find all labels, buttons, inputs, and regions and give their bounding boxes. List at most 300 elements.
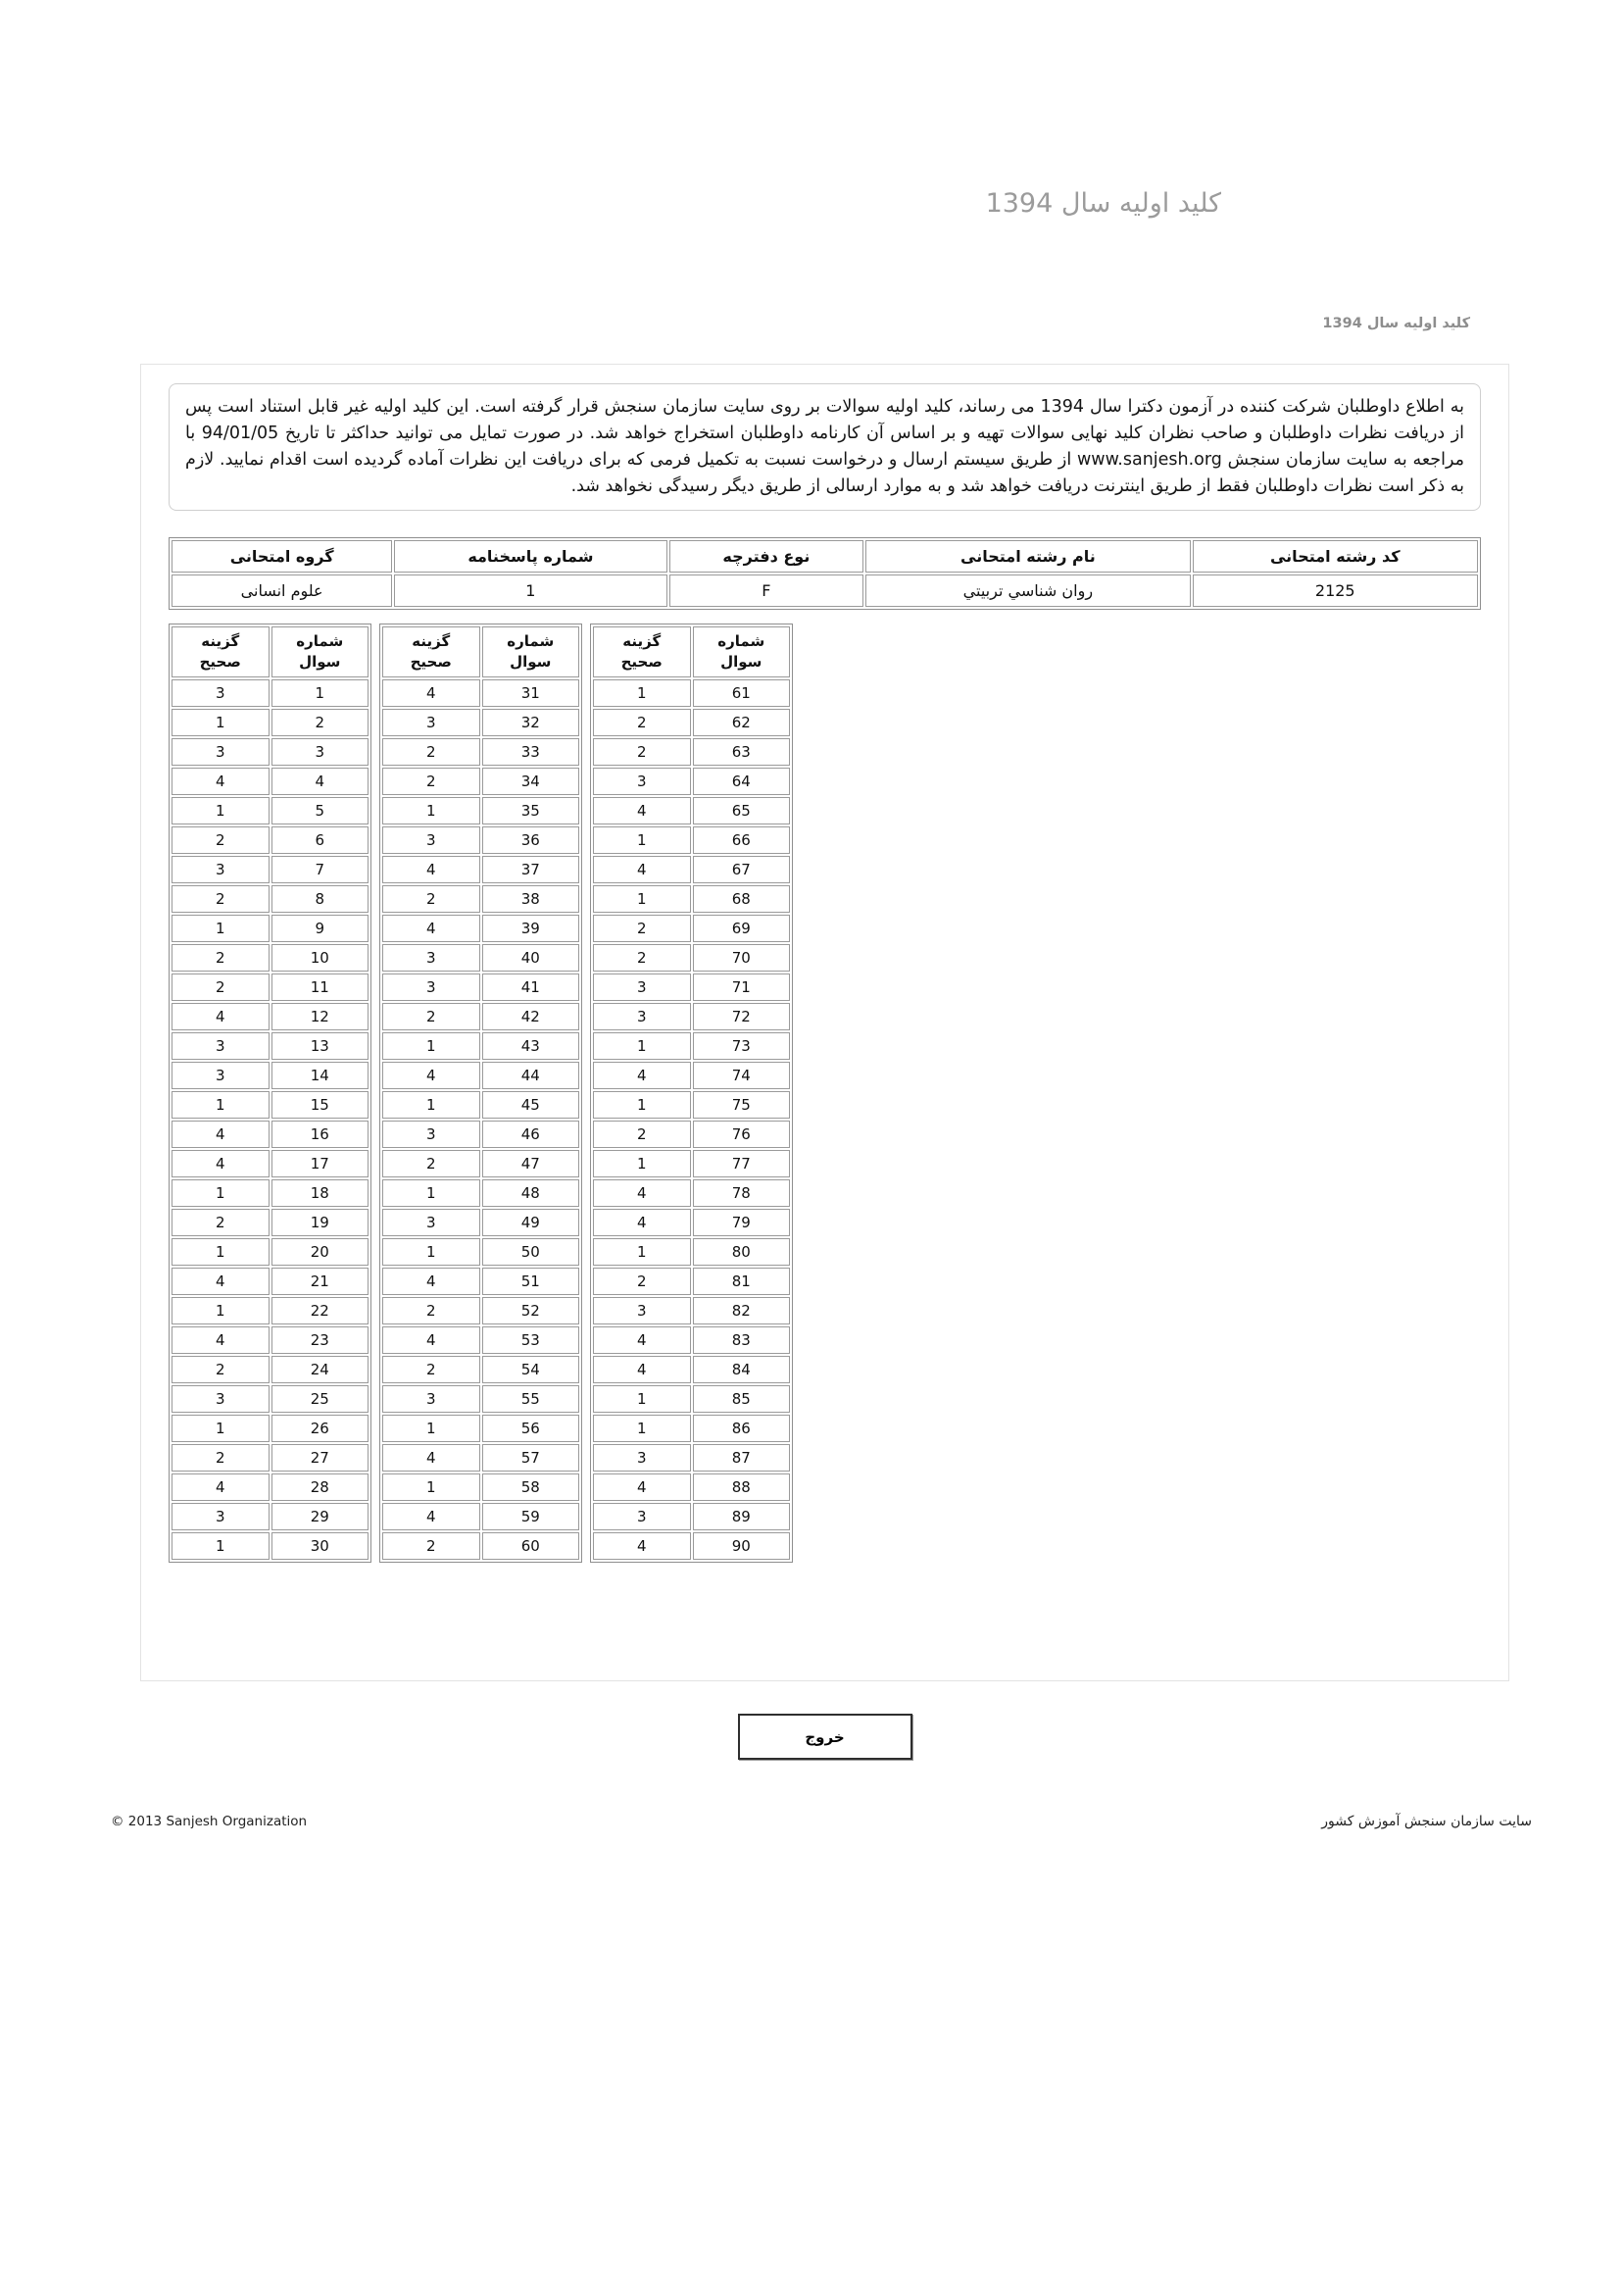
correct-option-cell: 2 bbox=[172, 826, 270, 854]
correct-option-cell: 2 bbox=[172, 885, 270, 913]
correct-option-cell: 3 bbox=[382, 1121, 480, 1148]
correct-option-cell: 2 bbox=[172, 973, 270, 1001]
answer-row bbox=[172, 1179, 369, 1207]
answer-row bbox=[382, 1444, 579, 1472]
question-number-cell: 73 bbox=[693, 1032, 791, 1060]
question-number-cell: 44 bbox=[482, 1062, 580, 1089]
question-number-cell: 1 bbox=[271, 679, 369, 707]
answer-row bbox=[382, 1356, 579, 1383]
answer-row bbox=[593, 679, 790, 707]
question-number-cell: 12 bbox=[271, 1003, 369, 1030]
answer-row bbox=[593, 1326, 790, 1354]
exam-code-header: کد رشته امتحانی bbox=[1193, 540, 1479, 573]
correct-option-cell: 4 bbox=[593, 856, 691, 883]
answer-row bbox=[172, 1121, 369, 1148]
answer-row bbox=[593, 1121, 790, 1148]
correct-option-cell: 1 bbox=[593, 1238, 691, 1266]
answer-row bbox=[593, 1209, 790, 1236]
correct-option-cell: 4 bbox=[172, 1121, 270, 1148]
site-name-text: سایت سازمان سنجش آموزش کشور bbox=[1321, 1814, 1532, 1830]
correct-option-cell: 2 bbox=[593, 915, 691, 942]
answer-row bbox=[172, 1385, 369, 1413]
question-number-cell: 40 bbox=[482, 944, 580, 972]
correct-option-cell: 2 bbox=[382, 1150, 480, 1177]
answer-row bbox=[593, 885, 790, 913]
answer-row bbox=[172, 915, 369, 942]
answer-row bbox=[172, 1444, 369, 1472]
question-number-cell: 38 bbox=[482, 885, 580, 913]
question-number-cell: 32 bbox=[482, 709, 580, 736]
question-number-cell: 87 bbox=[693, 1444, 791, 1472]
question-number-cell: 28 bbox=[271, 1473, 369, 1501]
correct-option-cell: 3 bbox=[593, 768, 691, 795]
answer-row bbox=[593, 738, 790, 766]
answer-key-panel bbox=[140, 364, 1509, 1681]
correct-option-cell: 1 bbox=[382, 797, 480, 824]
correct-option-cell: 1 bbox=[172, 709, 270, 736]
answer-row bbox=[382, 1150, 579, 1177]
answer-row bbox=[593, 1385, 790, 1413]
question-number-cell: 59 bbox=[482, 1503, 580, 1530]
question-number-cell: 89 bbox=[693, 1503, 791, 1530]
question-number-cell: 16 bbox=[271, 1121, 369, 1148]
question-number-cell: 19 bbox=[271, 1209, 369, 1236]
correct-option-cell: 1 bbox=[382, 1238, 480, 1266]
question-number-cell: 65 bbox=[693, 797, 791, 824]
question-number-cell: 67 bbox=[693, 856, 791, 883]
question-number-cell: 30 bbox=[271, 1532, 369, 1560]
answer-row bbox=[172, 1415, 369, 1442]
correct-option-cell: 3 bbox=[593, 1503, 691, 1530]
correct-option-cell: 1 bbox=[172, 915, 270, 942]
question-number-cell: 33 bbox=[482, 738, 580, 766]
question-number-cell: 78 bbox=[693, 1179, 791, 1207]
question-number-cell: 84 bbox=[693, 1356, 791, 1383]
notice-text-box: به اطلاع داوطلبان شرکت کننده در آزمون دکترا سال 1394 می رساند، کلید اولیه سوالات بر روی سایت سازمان سنجش قرار گرفته است. این کلید اولیه غیر قابل استناد است پس از دریافت نظرات داوطلبان و صاحب نظران کلید نهایی سوالات تهیه و بر اساس آن کارنامه داوطلبان استخراج خواهد شد. در صورت تمایل می توانید حداکثر تا تاریخ 94/01/05 با مراجعه به سایت سازمان سنجش www.sanjesh.org از طریق سیستم ارسال و درخواست نسبت به تکمیل فرمی که برای دریافت این نظرات آماده گردیده است اقدام نمایید. لازم به ذکر است نظرات داوطلبان فقط از طریق اینترنت دریافت خواهد شد و به موارد ارسالی از طریق دیگر رسیدگی نخواهد شد. bbox=[169, 383, 1481, 511]
question-number-cell: 49 bbox=[482, 1209, 580, 1236]
correct-option-cell: 1 bbox=[593, 1385, 691, 1413]
correct-option-cell: 1 bbox=[382, 1032, 480, 1060]
answer-row bbox=[172, 679, 369, 707]
correct-option-cell: 4 bbox=[172, 768, 270, 795]
question-number-cell: 13 bbox=[271, 1032, 369, 1060]
correct-option-cell: 4 bbox=[172, 1268, 270, 1295]
booklet-type-value: F bbox=[669, 574, 864, 607]
question-number-cell: 43 bbox=[482, 1032, 580, 1060]
answer-table-header-row bbox=[172, 626, 369, 677]
question-number-cell: 85 bbox=[693, 1385, 791, 1413]
section-subtitle: کلید اولیه سال 1394 bbox=[1322, 316, 1470, 332]
answer-row bbox=[382, 1091, 579, 1119]
answer-row bbox=[593, 856, 790, 883]
correct-option-header: گزینه صحیح bbox=[593, 626, 691, 677]
correct-option-cell: 1 bbox=[593, 826, 691, 854]
question-number-cell: 5 bbox=[271, 797, 369, 824]
correct-option-cell: 2 bbox=[593, 738, 691, 766]
correct-option-cell: 4 bbox=[593, 1179, 691, 1207]
exam-info-value-row bbox=[172, 574, 1478, 607]
answer-row bbox=[172, 797, 369, 824]
answer-row bbox=[382, 1003, 579, 1030]
correct-option-cell: 2 bbox=[382, 1003, 480, 1030]
correct-option-cell: 1 bbox=[382, 1091, 480, 1119]
correct-option-cell: 4 bbox=[172, 1326, 270, 1354]
correct-option-cell: 4 bbox=[172, 1150, 270, 1177]
answer-row bbox=[172, 1503, 369, 1530]
answer-row bbox=[172, 1062, 369, 1089]
correct-option-cell: 4 bbox=[593, 1532, 691, 1560]
answer-row bbox=[593, 1091, 790, 1119]
question-number-cell: 4 bbox=[271, 768, 369, 795]
answer-row bbox=[382, 1532, 579, 1560]
answer-row bbox=[172, 1356, 369, 1383]
question-number-cell: 86 bbox=[693, 1415, 791, 1442]
correct-option-cell: 4 bbox=[593, 1209, 691, 1236]
copyright-text: © 2013 Sanjesh Organization bbox=[111, 1814, 308, 1830]
answer-key-tables bbox=[169, 624, 1481, 1563]
correct-option-cell: 1 bbox=[593, 1091, 691, 1119]
answer-row bbox=[382, 1415, 579, 1442]
answer-row bbox=[382, 1121, 579, 1148]
answer-row bbox=[172, 973, 369, 1001]
answer-row bbox=[172, 1297, 369, 1324]
exam-info-table bbox=[169, 537, 1481, 610]
exam-info-header-row bbox=[172, 540, 1478, 573]
correct-option-cell: 1 bbox=[593, 1415, 691, 1442]
question-number-cell: 11 bbox=[271, 973, 369, 1001]
exam-field-name-value: روان شناسي تربيتي bbox=[865, 574, 1190, 607]
question-number-cell: 46 bbox=[482, 1121, 580, 1148]
correct-option-cell: 2 bbox=[593, 944, 691, 972]
booklet-type-header: نوع دفترچه bbox=[669, 540, 864, 573]
question-number-cell: 63 bbox=[693, 738, 791, 766]
correct-option-cell: 4 bbox=[593, 1326, 691, 1354]
answer-row bbox=[172, 1003, 369, 1030]
question-number-cell: 75 bbox=[693, 1091, 791, 1119]
question-number-cell: 41 bbox=[482, 973, 580, 1001]
question-number-cell: 68 bbox=[693, 885, 791, 913]
question-number-cell: 80 bbox=[693, 1238, 791, 1266]
correct-option-cell: 1 bbox=[593, 885, 691, 913]
answer-row bbox=[172, 738, 369, 766]
answer-row bbox=[382, 768, 579, 795]
correct-option-header: گزینه صحیح bbox=[382, 626, 480, 677]
correct-option-cell: 1 bbox=[172, 1532, 270, 1560]
answer-row bbox=[593, 1032, 790, 1060]
question-number-cell: 37 bbox=[482, 856, 580, 883]
correct-option-cell: 3 bbox=[382, 944, 480, 972]
answer-row bbox=[593, 768, 790, 795]
exit-button[interactable]: خروج bbox=[738, 1714, 912, 1760]
correct-option-cell: 4 bbox=[382, 1444, 480, 1472]
question-number-cell: 21 bbox=[271, 1268, 369, 1295]
correct-option-cell: 3 bbox=[172, 1503, 270, 1530]
answer-row bbox=[593, 826, 790, 854]
answer-row bbox=[382, 944, 579, 972]
footer bbox=[0, 1814, 1623, 1829]
question-number-cell: 8 bbox=[271, 885, 369, 913]
correct-option-header: گزینه صحیح bbox=[172, 626, 270, 677]
answer-row bbox=[382, 1062, 579, 1089]
question-number-cell: 71 bbox=[693, 973, 791, 1001]
correct-option-cell: 2 bbox=[382, 885, 480, 913]
answer-row bbox=[172, 1032, 369, 1060]
question-number-cell: 79 bbox=[693, 1209, 791, 1236]
answer-row bbox=[382, 826, 579, 854]
answer-row bbox=[382, 1503, 579, 1530]
correct-option-cell: 3 bbox=[593, 1444, 691, 1472]
question-number-cell: 29 bbox=[271, 1503, 369, 1530]
answer-row bbox=[593, 973, 790, 1001]
question-number-cell: 66 bbox=[693, 826, 791, 854]
exam-field-name-header: نام رشته امتحانی bbox=[865, 540, 1190, 573]
correct-option-cell: 2 bbox=[382, 1297, 480, 1324]
answer-row bbox=[593, 797, 790, 824]
question-number-cell: 6 bbox=[271, 826, 369, 854]
correct-option-cell: 3 bbox=[382, 826, 480, 854]
correct-option-cell: 3 bbox=[382, 1209, 480, 1236]
answer-row bbox=[382, 973, 579, 1001]
answer-row bbox=[593, 1238, 790, 1266]
question-number-cell: 53 bbox=[482, 1326, 580, 1354]
correct-option-cell: 4 bbox=[172, 1473, 270, 1501]
question-number-cell: 10 bbox=[271, 944, 369, 972]
question-number-cell: 83 bbox=[693, 1326, 791, 1354]
question-number-cell: 36 bbox=[482, 826, 580, 854]
correct-option-cell: 4 bbox=[593, 1062, 691, 1089]
answer-row bbox=[593, 1062, 790, 1089]
correct-option-cell: 1 bbox=[593, 1032, 691, 1060]
question-number-cell: 31 bbox=[482, 679, 580, 707]
question-number-cell: 62 bbox=[693, 709, 791, 736]
question-number-cell: 52 bbox=[482, 1297, 580, 1324]
question-number-cell: 60 bbox=[482, 1532, 580, 1560]
correct-option-cell: 4 bbox=[382, 679, 480, 707]
question-number-cell: 42 bbox=[482, 1003, 580, 1030]
answer-row bbox=[593, 1150, 790, 1177]
correct-option-cell: 2 bbox=[172, 1356, 270, 1383]
correct-option-cell: 3 bbox=[172, 738, 270, 766]
answer-row bbox=[382, 1326, 579, 1354]
answer-table-31-60 bbox=[379, 624, 582, 1563]
question-number-cell: 39 bbox=[482, 915, 580, 942]
correct-option-cell: 4 bbox=[382, 1326, 480, 1354]
correct-option-cell: 2 bbox=[382, 738, 480, 766]
answer-row bbox=[172, 1238, 369, 1266]
correct-option-cell: 2 bbox=[172, 1444, 270, 1472]
question-number-cell: 15 bbox=[271, 1091, 369, 1119]
question-number-cell: 14 bbox=[271, 1062, 369, 1089]
answer-table-1-30 bbox=[169, 624, 371, 1563]
correct-option-cell: 4 bbox=[382, 915, 480, 942]
correct-option-cell: 2 bbox=[382, 768, 480, 795]
question-number-cell: 9 bbox=[271, 915, 369, 942]
question-number-cell: 57 bbox=[482, 1444, 580, 1472]
answer-row bbox=[172, 826, 369, 854]
correct-option-cell: 3 bbox=[593, 1003, 691, 1030]
exam-group-header: گروه امتحانی bbox=[172, 540, 392, 573]
answer-table-61-90 bbox=[590, 624, 793, 1563]
correct-option-cell: 3 bbox=[382, 1385, 480, 1413]
exam-group-value: علوم انسانی bbox=[172, 574, 392, 607]
correct-option-cell: 3 bbox=[382, 709, 480, 736]
question-number-cell: 61 bbox=[693, 679, 791, 707]
correct-option-cell: 1 bbox=[172, 1179, 270, 1207]
question-number-cell: 81 bbox=[693, 1268, 791, 1295]
correct-option-cell: 3 bbox=[172, 1062, 270, 1089]
correct-option-cell: 4 bbox=[593, 797, 691, 824]
question-number-cell: 82 bbox=[693, 1297, 791, 1324]
answer-row bbox=[172, 1532, 369, 1560]
answer-row bbox=[382, 1032, 579, 1060]
correct-option-cell: 3 bbox=[593, 1297, 691, 1324]
correct-option-cell: 1 bbox=[172, 1297, 270, 1324]
question-number-cell: 24 bbox=[271, 1356, 369, 1383]
answer-table-header-row bbox=[382, 626, 579, 677]
correct-option-cell: 1 bbox=[382, 1179, 480, 1207]
answer-row bbox=[172, 885, 369, 913]
correct-option-cell: 1 bbox=[593, 679, 691, 707]
answer-row bbox=[382, 1473, 579, 1501]
page-title: کلید اولیه سال 1394 bbox=[985, 188, 1221, 219]
answer-row bbox=[593, 1444, 790, 1472]
correct-option-cell: 2 bbox=[382, 1532, 480, 1560]
correct-option-cell: 3 bbox=[172, 1385, 270, 1413]
answer-row bbox=[382, 885, 579, 913]
question-number-cell: 17 bbox=[271, 1150, 369, 1177]
correct-option-cell: 4 bbox=[172, 1003, 270, 1030]
answer-row bbox=[382, 679, 579, 707]
correct-option-cell: 2 bbox=[593, 709, 691, 736]
question-number-cell: 70 bbox=[693, 944, 791, 972]
question-number-cell: 25 bbox=[271, 1385, 369, 1413]
correct-option-cell: 2 bbox=[382, 1356, 480, 1383]
question-number-header: شماره سوال bbox=[482, 626, 580, 677]
correct-option-cell: 4 bbox=[382, 1503, 480, 1530]
answer-row bbox=[593, 709, 790, 736]
answer-row bbox=[593, 1415, 790, 1442]
answer-row bbox=[172, 1150, 369, 1177]
question-number-cell: 74 bbox=[693, 1062, 791, 1089]
answer-row bbox=[172, 1326, 369, 1354]
correct-option-cell: 3 bbox=[172, 679, 270, 707]
question-number-cell: 27 bbox=[271, 1444, 369, 1472]
answer-row bbox=[382, 856, 579, 883]
answer-row bbox=[172, 1268, 369, 1295]
question-number-cell: 56 bbox=[482, 1415, 580, 1442]
question-number-cell: 50 bbox=[482, 1238, 580, 1266]
answer-row bbox=[382, 709, 579, 736]
answer-row bbox=[593, 1532, 790, 1560]
correct-option-cell: 2 bbox=[593, 1121, 691, 1148]
correct-option-cell: 1 bbox=[172, 1238, 270, 1266]
answer-row bbox=[172, 856, 369, 883]
answer-row bbox=[382, 797, 579, 824]
answer-row bbox=[172, 709, 369, 736]
answer-row bbox=[382, 1385, 579, 1413]
correct-option-cell: 2 bbox=[172, 1209, 270, 1236]
correct-option-cell: 3 bbox=[593, 973, 691, 1001]
correct-option-cell: 4 bbox=[593, 1356, 691, 1383]
question-number-cell: 55 bbox=[482, 1385, 580, 1413]
question-number-cell: 77 bbox=[693, 1150, 791, 1177]
answer-row bbox=[382, 1179, 579, 1207]
correct-option-cell: 2 bbox=[593, 1268, 691, 1295]
answer-row bbox=[593, 1268, 790, 1295]
question-number-cell: 72 bbox=[693, 1003, 791, 1030]
correct-option-cell: 1 bbox=[172, 797, 270, 824]
question-number-cell: 35 bbox=[482, 797, 580, 824]
answer-row bbox=[172, 1091, 369, 1119]
answer-row bbox=[593, 1356, 790, 1383]
answer-row bbox=[172, 768, 369, 795]
correct-option-cell: 4 bbox=[382, 1268, 480, 1295]
question-number-cell: 51 bbox=[482, 1268, 580, 1295]
question-number-cell: 7 bbox=[271, 856, 369, 883]
answer-row bbox=[382, 1238, 579, 1266]
correct-option-cell: 3 bbox=[172, 1032, 270, 1060]
correct-option-cell: 1 bbox=[172, 1091, 270, 1119]
answer-row bbox=[593, 1473, 790, 1501]
question-number-cell: 90 bbox=[693, 1532, 791, 1560]
correct-option-cell: 3 bbox=[172, 856, 270, 883]
answer-row bbox=[593, 1297, 790, 1324]
answer-row bbox=[382, 915, 579, 942]
answer-row bbox=[172, 944, 369, 972]
question-number-cell: 76 bbox=[693, 1121, 791, 1148]
question-number-cell: 22 bbox=[271, 1297, 369, 1324]
correct-option-cell: 1 bbox=[382, 1473, 480, 1501]
answer-row bbox=[382, 1268, 579, 1295]
answer-row bbox=[172, 1473, 369, 1501]
question-number-cell: 18 bbox=[271, 1179, 369, 1207]
correct-option-cell: 3 bbox=[382, 973, 480, 1001]
question-number-cell: 3 bbox=[271, 738, 369, 766]
answer-row bbox=[382, 1297, 579, 1324]
answer-table-header-row bbox=[593, 626, 790, 677]
question-number-cell: 48 bbox=[482, 1179, 580, 1207]
answer-sheet-number-header: شماره پاسخنامه bbox=[394, 540, 666, 573]
question-number-cell: 88 bbox=[693, 1473, 791, 1501]
answer-row bbox=[593, 915, 790, 942]
correct-option-cell: 4 bbox=[382, 856, 480, 883]
question-number-cell: 69 bbox=[693, 915, 791, 942]
correct-option-cell: 2 bbox=[172, 944, 270, 972]
correct-option-cell: 4 bbox=[593, 1473, 691, 1501]
question-number-cell: 54 bbox=[482, 1356, 580, 1383]
answer-sheet-number-value: 1 bbox=[394, 574, 666, 607]
correct-option-cell: 1 bbox=[593, 1150, 691, 1177]
question-number-cell: 23 bbox=[271, 1326, 369, 1354]
question-number-header: شماره سوال bbox=[271, 626, 369, 677]
question-number-cell: 2 bbox=[271, 709, 369, 736]
question-number-cell: 20 bbox=[271, 1238, 369, 1266]
question-number-cell: 64 bbox=[693, 768, 791, 795]
question-number-cell: 47 bbox=[482, 1150, 580, 1177]
question-number-cell: 34 bbox=[482, 768, 580, 795]
answer-row bbox=[593, 1179, 790, 1207]
answer-row bbox=[593, 1003, 790, 1030]
question-number-cell: 26 bbox=[271, 1415, 369, 1442]
answer-row bbox=[593, 1503, 790, 1530]
question-number-cell: 58 bbox=[482, 1473, 580, 1501]
answer-row bbox=[593, 944, 790, 972]
question-number-cell: 45 bbox=[482, 1091, 580, 1119]
exit-button-row bbox=[140, 1714, 1509, 1760]
question-number-header: شماره سوال bbox=[693, 626, 791, 677]
correct-option-cell: 1 bbox=[172, 1415, 270, 1442]
correct-option-cell: 1 bbox=[382, 1415, 480, 1442]
